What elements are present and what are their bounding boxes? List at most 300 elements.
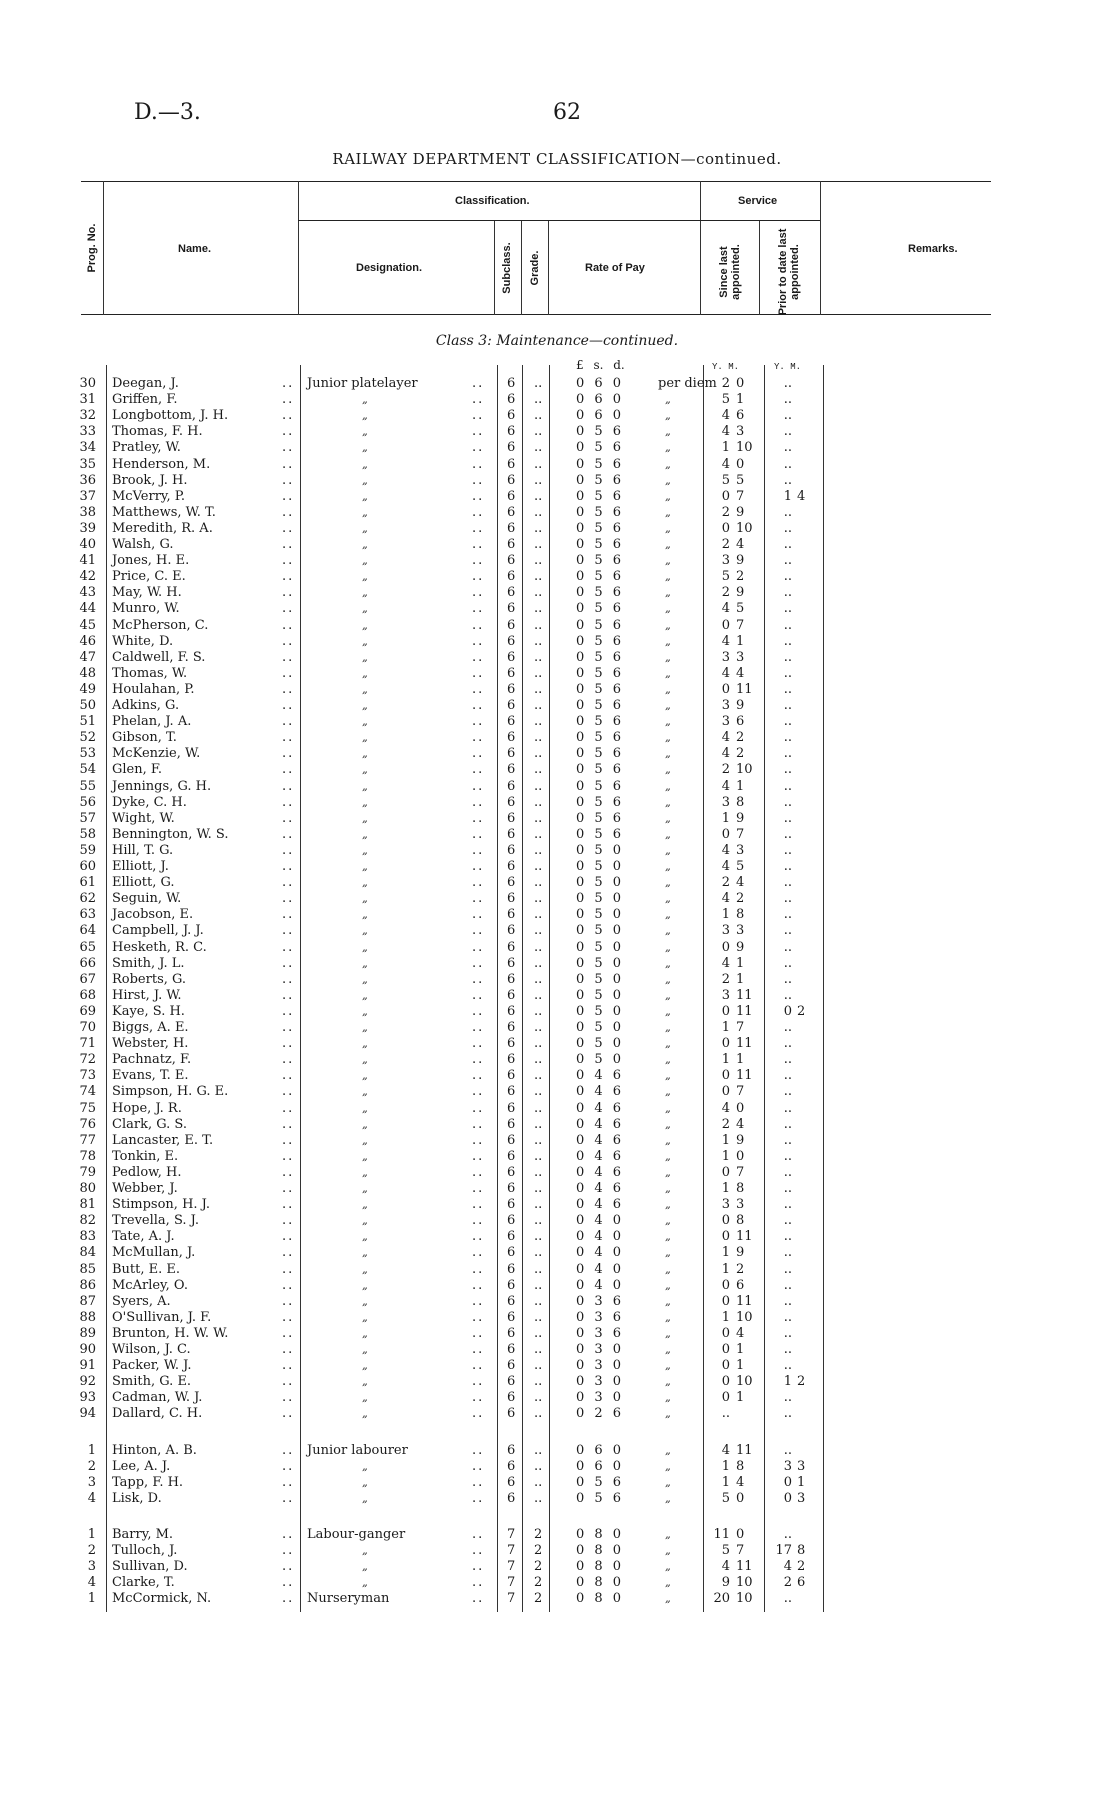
rate-of-pay-cell: 0 5 0 — [576, 1052, 622, 1068]
name-cell: Evans, T. E. — [112, 1068, 189, 1084]
document-reference: D.—3. — [134, 100, 201, 125]
rate-of-pay-cell: 0 3 0 — [576, 1342, 622, 1357]
leader-dots: .. — [282, 1309, 295, 1325]
pay-basis-cell: „ — [665, 1182, 671, 1195]
col-prog-no: Prog. No. — [86, 223, 98, 273]
rate-of-pay-cell: 0 4 0 — [576, 1245, 622, 1261]
col-subclass: Subclass. — [501, 242, 513, 294]
since-months-cell: 8 — [736, 794, 745, 810]
prog-no-cell: 55 — [79, 778, 96, 794]
subclass-cell: 6 — [507, 585, 516, 601]
prog-no-cell: 67 — [79, 971, 96, 987]
leader-dots: .. — [282, 424, 295, 440]
prior-years-cell: .. — [783, 1526, 792, 1542]
leader-dots: .. — [472, 601, 485, 617]
subclass-cell: 6 — [507, 778, 516, 794]
leader-dots: .. — [282, 1181, 295, 1196]
subclass-cell: 6 — [507, 1052, 516, 1068]
leader-dots: .. — [472, 649, 485, 665]
pay-basis-cell: „ — [665, 956, 671, 970]
page-number: 62 — [553, 100, 581, 125]
leader-dots: .. — [472, 1458, 485, 1474]
table-row — [0, 1020, 1114, 1036]
since-years-cell: 1 — [721, 1052, 730, 1068]
prior-years-cell: .. — [783, 714, 792, 730]
col-classification: Classification. — [455, 195, 530, 207]
leader-dots: .. — [472, 504, 485, 520]
subclass-cell: 7 — [507, 1543, 516, 1558]
designation-cell: „ — [362, 1069, 368, 1083]
name-cell: Butt, E. E. — [112, 1261, 181, 1277]
since-years-cell: 1 — [721, 1148, 730, 1164]
table-row — [0, 473, 1114, 489]
rate-of-pay-cell: 0 8 0 — [576, 1591, 622, 1607]
rate-of-pay-cell: 0 5 0 — [576, 955, 622, 971]
prior-years-cell: .. — [783, 1148, 792, 1164]
pay-basis-cell: „ — [665, 554, 671, 568]
designation-cell: „ — [362, 1037, 368, 1051]
leader-dots: .. — [282, 762, 295, 778]
grade-cell: .. — [534, 1442, 543, 1458]
grade-cell: 2 — [534, 1559, 543, 1575]
pay-basis-cell: „ — [665, 570, 671, 584]
pay-basis-cell: „ — [665, 1230, 671, 1244]
name-cell: Campbell, J. J. — [112, 923, 204, 939]
subclass-cell: 6 — [507, 440, 516, 456]
pay-basis-cell: „ — [665, 586, 671, 600]
table-row — [0, 1068, 1114, 1084]
leader-dots: .. — [472, 1474, 485, 1490]
prior-months-cell: 2 — [797, 1003, 806, 1019]
leader-dots: .. — [282, 504, 295, 520]
grade-cell: .. — [534, 1474, 543, 1490]
designation-cell: „ — [362, 699, 368, 712]
divider — [103, 181, 104, 315]
designation-cell: „ — [362, 1310, 368, 1324]
designation-cell: „ — [362, 892, 368, 906]
rate-of-pay-cell: 0 5 0 — [576, 987, 622, 1003]
since-months-cell: 8 — [736, 1458, 745, 1474]
leader-dots: .. — [282, 714, 295, 730]
subclass-cell: 6 — [507, 617, 516, 633]
grade-cell: .. — [534, 1293, 543, 1309]
since-years-cell: 4 — [721, 955, 730, 971]
table-row — [0, 891, 1114, 907]
subclass-cell: 6 — [507, 1116, 516, 1132]
table-row — [0, 1133, 1114, 1149]
leader-dots: .. — [282, 1213, 295, 1229]
pay-basis-cell: „ — [665, 538, 671, 551]
rate-of-pay-cell: 0 5 6 — [576, 585, 622, 601]
subclass-cell: 7 — [507, 1559, 516, 1575]
since-months-cell: 10 — [736, 520, 753, 536]
since-months-cell: 5 — [736, 472, 745, 488]
designation-cell: „ — [362, 409, 368, 423]
pay-basis-cell: „ — [665, 1246, 671, 1260]
since-months-cell: 10 — [736, 762, 753, 778]
name-cell: Jones, H. E. — [112, 553, 190, 569]
since-years-cell: 0 — [721, 1325, 730, 1341]
name-cell: Jennings, G. H. — [112, 778, 212, 794]
leader-dots: .. — [282, 456, 295, 472]
leader-dots: .. — [472, 1213, 485, 1229]
since-months-cell: 5 — [736, 601, 745, 617]
since-months-cell: 1 — [736, 955, 745, 971]
prior-years-cell: .. — [783, 859, 792, 874]
prior-years-cell: .. — [783, 617, 792, 633]
since-months-cell: 9 — [736, 698, 745, 713]
prior-years-cell: .. — [783, 504, 792, 520]
leader-dots: .. — [472, 1052, 485, 1068]
rate-of-pay-cell: 0 4 6 — [576, 1100, 622, 1116]
name-cell: Webber, J. — [112, 1181, 178, 1196]
leader-dots: .. — [282, 520, 295, 536]
divider — [759, 220, 760, 315]
leader-dots: .. — [472, 859, 485, 874]
prog-no-cell: 57 — [79, 810, 96, 826]
leader-dots: .. — [472, 1148, 485, 1164]
table-row — [0, 650, 1114, 666]
col-prior-to-date: Prior to date last appointed. — [777, 228, 801, 316]
grade-cell: .. — [534, 488, 543, 504]
leader-dots: .. — [282, 1591, 295, 1607]
col-since-last-appointed: Since last appointed. — [718, 244, 742, 300]
pay-basis-cell: „ — [665, 860, 671, 873]
grade-cell: .. — [534, 1342, 543, 1357]
subclass-cell: 6 — [507, 859, 516, 874]
leader-dots: .. — [472, 1293, 485, 1309]
designation-cell: „ — [362, 1085, 368, 1099]
designation-cell: „ — [362, 1576, 368, 1590]
since-months-cell: 4 — [736, 537, 745, 552]
name-cell: Wilson, J. C. — [112, 1342, 191, 1357]
since-years-cell: 0 — [721, 826, 730, 842]
prior-years-cell: .. — [783, 939, 792, 955]
leader-dots: .. — [282, 1084, 295, 1100]
since-years-cell: 4 — [721, 665, 730, 681]
grade-cell: .. — [534, 665, 543, 681]
grade-cell: .. — [534, 1277, 543, 1293]
prior-years-cell: .. — [783, 1325, 792, 1341]
leader-dots: .. — [472, 1374, 485, 1390]
leader-dots: .. — [472, 939, 485, 955]
name-cell: Trevella, S. J. — [112, 1213, 199, 1229]
divider — [494, 220, 495, 315]
rate-of-pay-cell: 0 4 0 — [576, 1229, 622, 1245]
leader-dots: .. — [282, 1132, 295, 1148]
pay-basis-cell: „ — [665, 1326, 671, 1340]
prior-years-cell: .. — [783, 1358, 792, 1374]
leader-dots: .. — [472, 1358, 485, 1374]
grade-cell: 2 — [534, 1526, 543, 1542]
subclass-cell: 7 — [507, 1591, 516, 1607]
subclass-cell: 6 — [507, 649, 516, 665]
prog-no-cell: 39 — [79, 520, 96, 536]
service-units-since: Y. M. — [712, 362, 740, 372]
name-cell: Walsh, G. — [112, 537, 174, 552]
since-months-cell: 9 — [736, 1245, 745, 1261]
designation-cell: „ — [362, 505, 368, 519]
rate-of-pay-cell: 0 5 6 — [576, 424, 622, 440]
rate-of-pay-cell: 0 8 0 — [576, 1543, 622, 1558]
leader-dots: .. — [282, 665, 295, 681]
since-years-cell: 1 — [721, 1458, 730, 1474]
subclass-cell: 6 — [507, 971, 516, 987]
prior-years-cell: .. — [783, 1197, 792, 1213]
name-cell: Hill, T. G. — [112, 842, 174, 858]
name-cell: Webster, H. — [112, 1036, 189, 1052]
prog-no-cell: 77 — [79, 1132, 96, 1148]
designation-cell: „ — [362, 618, 368, 632]
leader-dots: .. — [282, 1116, 295, 1132]
name-cell: Elliott, J. — [112, 859, 169, 874]
grade-cell: 2 — [534, 1543, 543, 1558]
pay-basis-cell: „ — [665, 972, 671, 986]
leader-dots: .. — [472, 1526, 485, 1542]
leader-dots: .. — [282, 1229, 295, 1245]
designation-cell: „ — [362, 1278, 368, 1292]
pay-basis-cell: „ — [665, 876, 671, 890]
rate-of-pay-cell: 0 2 6 — [576, 1406, 622, 1422]
leader-dots: .. — [282, 585, 295, 601]
subclass-cell: 6 — [507, 601, 516, 617]
since-years-cell: 11 — [713, 1526, 730, 1542]
pay-basis-cell: „ — [665, 1359, 671, 1373]
grade-cell: .. — [534, 553, 543, 569]
prior-years-cell: .. — [783, 730, 792, 746]
name-cell: McMullan, J. — [112, 1245, 196, 1261]
pay-basis-cell: „ — [665, 1375, 671, 1389]
since-years-cell: 3 — [721, 649, 730, 665]
rate-of-pay-cell: 0 4 6 — [576, 1116, 622, 1132]
grade-cell: .. — [534, 537, 543, 552]
leader-dots: .. — [282, 1406, 295, 1422]
pay-basis-cell: „ — [665, 1391, 671, 1405]
prog-no-cell: 59 — [79, 842, 96, 858]
rate-of-pay-cell: 0 8 0 — [576, 1526, 622, 1542]
table-row — [0, 521, 1114, 537]
designation-cell: „ — [362, 843, 368, 857]
prog-no-cell: 40 — [79, 537, 96, 552]
prog-no-cell: 35 — [79, 456, 96, 472]
designation-cell: „ — [362, 1182, 368, 1195]
leader-dots: .. — [282, 923, 295, 939]
since-months-cell: 0 — [736, 1526, 745, 1542]
leader-dots: .. — [472, 1245, 485, 1261]
leader-dots: .. — [282, 891, 295, 907]
name-cell: Jacobson, E. — [112, 907, 194, 923]
rate-of-pay-cell: 0 4 6 — [576, 1181, 622, 1196]
grade-cell: .. — [534, 923, 543, 939]
since-months-cell: 11 — [736, 681, 753, 697]
subclass-cell: 6 — [507, 1245, 516, 1261]
since-years-cell: 1 — [721, 1245, 730, 1261]
prog-no-cell: 92 — [79, 1374, 96, 1390]
since-years-cell: 3 — [721, 923, 730, 939]
table-row — [0, 1342, 1114, 1358]
rate-of-pay-cell: 0 4 6 — [576, 1068, 622, 1084]
prior-years-cell: .. — [783, 1261, 792, 1277]
grade-cell: .. — [534, 1068, 543, 1084]
rate-of-pay-cell: 0 5 6 — [576, 698, 622, 713]
since-years-cell: 0 — [721, 1277, 730, 1293]
table-row — [0, 1406, 1114, 1422]
subclass-cell: 6 — [507, 665, 516, 681]
subclass-cell: 6 — [507, 1293, 516, 1309]
designation-cell: „ — [362, 1133, 368, 1147]
name-cell: Simpson, H. G. E. — [112, 1084, 229, 1100]
pay-basis-cell: „ — [665, 409, 671, 423]
table-row — [0, 634, 1114, 650]
rate-of-pay-cell: 0 5 0 — [576, 907, 622, 923]
pay-basis-cell: „ — [665, 1592, 671, 1606]
prog-no-cell: 33 — [79, 424, 96, 440]
name-cell: Dyke, C. H. — [112, 794, 187, 810]
leader-dots: .. — [282, 440, 295, 456]
col-designation: Designation. — [356, 262, 423, 274]
leader-dots: .. — [472, 1164, 485, 1180]
name-cell: Bennington, W. S. — [112, 826, 229, 842]
leader-dots: .. — [472, 681, 485, 697]
pay-basis-cell: „ — [665, 602, 671, 616]
prog-no-cell: 70 — [79, 1020, 96, 1035]
table-row — [0, 1084, 1114, 1100]
leader-dots: .. — [282, 1052, 295, 1068]
leader-dots: .. — [282, 1068, 295, 1084]
prog-no-cell: 94 — [79, 1406, 96, 1422]
divider — [548, 220, 549, 315]
leader-dots: .. — [472, 842, 485, 858]
name-cell: May, W. H. — [112, 585, 182, 601]
designation-cell: „ — [362, 602, 368, 616]
name-cell: Phelan, J. A. — [112, 714, 192, 730]
name-cell: McVerry, P. — [112, 488, 186, 504]
designation-cell: „ — [362, 779, 368, 793]
subclass-cell: 6 — [507, 714, 516, 730]
prior-years-cell: .. — [783, 762, 792, 778]
rate-of-pay-cell: 0 5 6 — [576, 746, 622, 762]
leader-dots: .. — [472, 488, 485, 504]
since-years-cell: 4 — [721, 456, 730, 472]
designation-cell: „ — [362, 1375, 368, 1389]
subclass-cell: 6 — [507, 891, 516, 907]
table-row — [0, 1294, 1114, 1310]
prior-years-cell: .. — [783, 698, 792, 713]
prior-years-cell: 0 — [783, 1474, 792, 1490]
leader-dots: .. — [282, 971, 295, 987]
since-years-cell: 1 — [721, 1474, 730, 1490]
prior-years-cell: .. — [783, 537, 792, 552]
designation-cell: „ — [362, 393, 368, 407]
prior-years-cell: 3 — [783, 1458, 792, 1474]
prog-no-cell: 85 — [79, 1261, 96, 1277]
leader-dots: .. — [282, 746, 295, 762]
table-row — [0, 907, 1114, 923]
pay-basis-cell: „ — [665, 908, 671, 922]
grade-cell: .. — [534, 1197, 543, 1213]
pay-basis-cell: „ — [665, 892, 671, 906]
grade-cell: .. — [534, 520, 543, 536]
name-cell: Dallard, C. H. — [112, 1406, 203, 1422]
leader-dots: .. — [282, 698, 295, 713]
prior-years-cell: .. — [783, 585, 792, 601]
leader-dots: .. — [282, 730, 295, 746]
leader-dots: .. — [282, 1293, 295, 1309]
designation-cell: Junior labourer — [307, 1442, 408, 1458]
prior-months-cell: 8 — [797, 1543, 806, 1558]
grade-cell: .. — [534, 681, 543, 697]
prior-years-cell: .. — [783, 1245, 792, 1261]
prior-years-cell: .. — [783, 923, 792, 939]
name-cell: Pachnatz, F. — [112, 1052, 192, 1068]
table-row — [0, 1491, 1114, 1507]
designation-cell: „ — [362, 457, 368, 471]
since-years-cell: 1 — [721, 1020, 730, 1035]
table-row — [0, 940, 1114, 956]
prog-no-cell: 87 — [79, 1293, 96, 1309]
designation-cell: „ — [362, 876, 368, 890]
leader-dots: .. — [472, 907, 485, 923]
rate-of-pay-cell: 0 6 0 — [576, 392, 622, 408]
grade-cell: .. — [534, 1213, 543, 1229]
since-months-cell: 1 — [736, 633, 745, 649]
leader-dots: .. — [282, 1003, 295, 1019]
since-months-cell: 9 — [736, 939, 745, 955]
table-row — [0, 376, 1114, 392]
prior-years-cell: .. — [783, 1036, 792, 1052]
since-years-cell: 0 — [721, 681, 730, 697]
prior-years-cell: .. — [783, 1390, 792, 1406]
since-months-cell: 4 — [736, 1474, 745, 1490]
name-cell: Pedlow, H. — [112, 1164, 182, 1180]
rate-of-pay-cell: 0 5 6 — [576, 826, 622, 842]
leader-dots: .. — [282, 1458, 295, 1474]
since-months-cell: 0 — [736, 1100, 745, 1116]
table-row — [0, 585, 1114, 601]
pay-basis-cell: „ — [665, 747, 671, 761]
pay-basis-cell: „ — [665, 988, 671, 1002]
since-months-cell: 2 — [736, 730, 745, 746]
rate-of-pay-cell: 0 5 6 — [576, 681, 622, 697]
prog-no-cell: 66 — [79, 955, 96, 971]
prog-no-cell: 79 — [79, 1164, 96, 1180]
designation-cell: „ — [362, 1491, 368, 1505]
since-months-cell: 10 — [736, 1374, 753, 1390]
subclass-cell: 6 — [507, 875, 516, 891]
leader-dots: .. — [282, 842, 295, 858]
name-cell: Barry, M. — [112, 1526, 174, 1542]
name-cell: Longbottom, J. H. — [112, 408, 229, 424]
leader-dots: .. — [472, 408, 485, 424]
name-cell: Munro, W. — [112, 601, 180, 617]
leader-dots: .. — [472, 875, 485, 891]
leader-dots: .. — [472, 1543, 485, 1558]
name-cell: Smith, G. E. — [112, 1374, 192, 1390]
name-cell: Elliott, G. — [112, 875, 175, 891]
subclass-cell: 6 — [507, 1390, 516, 1406]
pay-basis-cell: „ — [665, 425, 671, 439]
prior-years-cell: .. — [783, 1442, 792, 1458]
table-row — [0, 440, 1114, 456]
prog-no-cell: 80 — [79, 1181, 96, 1196]
rate-of-pay-cell: 0 5 6 — [576, 440, 622, 456]
rate-of-pay-cell: 0 3 6 — [576, 1309, 622, 1325]
leader-dots: .. — [472, 1197, 485, 1213]
pay-basis-cell: „ — [665, 1198, 671, 1212]
leader-dots: .. — [282, 1100, 295, 1116]
rate-of-pay-cell: 0 5 6 — [576, 504, 622, 520]
prior-years-cell: 0 — [783, 1490, 792, 1506]
